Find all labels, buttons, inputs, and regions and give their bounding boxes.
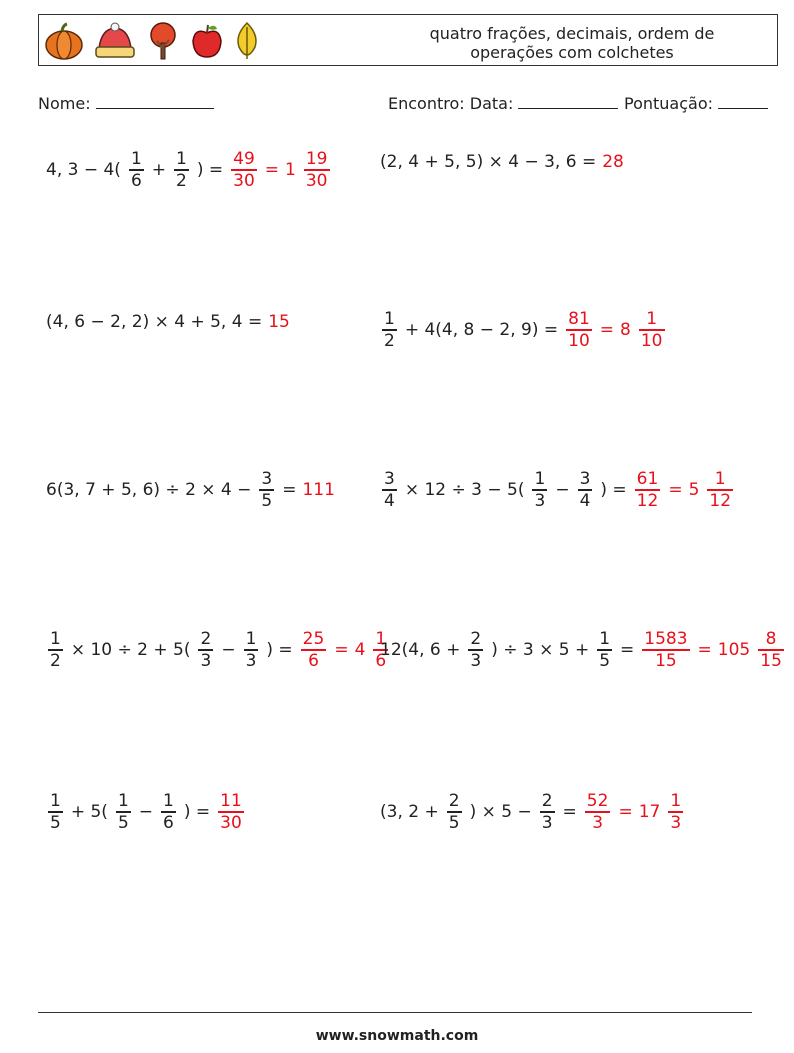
numerator: 49 [233, 149, 255, 170]
expression-text: (3, 2 + [380, 802, 439, 822]
denominator: 30 [220, 812, 242, 833]
denominator: 3 [670, 812, 682, 833]
answer-text: = [697, 640, 712, 660]
fraction [198, 629, 213, 671]
problem-4 [380, 300, 667, 360]
expression-text: + 4(4, 8 − 2, 9) = [404, 320, 559, 340]
pumpkin-icon [43, 21, 85, 61]
expression-text: = [620, 640, 635, 660]
denominator: 12 [636, 490, 659, 511]
denominator: 4 [579, 490, 591, 511]
answer-fraction [585, 791, 611, 833]
answer-fraction [642, 629, 689, 671]
fraction [468, 629, 483, 671]
answer-text: 1 [285, 160, 296, 180]
score-field [624, 94, 768, 113]
title-line-2: operações com colchetes [470, 43, 674, 62]
expression-text: = [562, 802, 577, 822]
numerator: 11 [220, 791, 242, 812]
problem-6 [380, 460, 735, 520]
denominator: 2 [176, 170, 187, 191]
answer-text: 4 [354, 640, 366, 660]
expression-text: (2, 4 + 5, 5) × 4 − 3, 6 = [380, 152, 597, 172]
numerator: 1 [117, 791, 129, 812]
denominator: 15 [760, 650, 782, 671]
answer-text: 28 [602, 152, 624, 172]
score-label: Pontuação: [624, 94, 714, 113]
expression-text: − [138, 802, 154, 822]
autumn-tree-icon [145, 21, 181, 61]
name-field [38, 94, 214, 113]
expression-text: ) ÷ 3 × 5 + [491, 640, 590, 660]
numerator: 1 [50, 791, 61, 812]
fraction [447, 791, 462, 833]
expression-text: 4, 3 − 4( [46, 160, 121, 180]
fraction [161, 791, 176, 833]
denominator: 3 [200, 650, 212, 671]
denominator: 6 [130, 170, 142, 191]
fraction [259, 469, 274, 511]
name-label: Nome: [38, 94, 91, 113]
expression-text: 12(4, 6 + [380, 640, 461, 660]
expression-text: ) = [266, 640, 293, 660]
denominator: 30 [233, 170, 255, 191]
problem-10 [380, 782, 685, 842]
denominator: 6 [163, 812, 174, 833]
denominator: 3 [470, 650, 482, 671]
fraction [174, 149, 189, 191]
name-blank [96, 94, 214, 109]
denominator: 3 [534, 490, 546, 511]
expression-text: 6(3, 7 + 5, 6) ÷ 2 × 4 − [46, 480, 252, 500]
numerator: 19 [305, 149, 328, 170]
fraction [382, 469, 397, 511]
answer-text: = [618, 802, 633, 822]
fraction [578, 469, 593, 511]
numerator: 1 [646, 309, 658, 330]
answer-fraction [639, 309, 665, 351]
denominator: 5 [117, 812, 129, 833]
denominator: 6 [375, 650, 387, 671]
fraction [532, 469, 547, 511]
denominator: 5 [261, 490, 273, 511]
numerator: 3 [261, 469, 273, 490]
denominator: 6 [308, 650, 319, 671]
expression-text: = [282, 480, 297, 500]
answer-fraction [668, 791, 683, 833]
numerator: 25 [302, 629, 325, 650]
fraction [48, 791, 63, 833]
numerator: 1 [50, 629, 61, 650]
numerator: 1583 [644, 629, 688, 650]
fraction [382, 309, 397, 351]
expression-text: − [221, 640, 236, 660]
numerator: 2 [200, 629, 212, 650]
fraction [129, 149, 144, 191]
numerator: 1 [714, 469, 726, 490]
numerator: 3 [384, 469, 395, 490]
expression-text: × 10 ÷ 2 + 5( [70, 640, 191, 660]
expression-text: ) × 5 − [469, 802, 532, 822]
meeting-date-field [388, 94, 618, 113]
numerator: 2 [541, 791, 553, 812]
answer-fraction [566, 309, 592, 351]
yellow-leaf-icon [233, 21, 261, 61]
problem-5 [46, 460, 335, 520]
problem-2 [380, 132, 624, 192]
denominator: 10 [568, 330, 590, 351]
denominator: 15 [655, 650, 677, 671]
denominator: 3 [592, 812, 604, 833]
answer-text: = [599, 320, 615, 340]
title-line-1: quatro frações, decimais, ordem de [429, 24, 715, 43]
answer-fraction [635, 469, 661, 511]
problem-8 [380, 620, 786, 680]
expression-text: − [555, 480, 570, 500]
fraction [48, 629, 63, 671]
denominator: 5 [50, 812, 61, 833]
numerator: 52 [586, 791, 609, 812]
expression-text: ) = [183, 802, 211, 822]
numerator: 1 [375, 629, 387, 650]
answer-fraction [758, 629, 784, 671]
denominator: 4 [384, 490, 395, 511]
numerator: 3 [579, 469, 591, 490]
worksheet-header [38, 14, 778, 66]
worksheet-title [407, 24, 737, 62]
answer-text: 105 [717, 640, 751, 660]
denominator: 2 [50, 650, 61, 671]
winter-hat-icon [93, 21, 137, 61]
score-blank [718, 94, 768, 109]
expression-text: ) = [196, 160, 224, 180]
numerator: 1 [130, 149, 142, 170]
numerator: 61 [636, 469, 659, 490]
answer-text: = [668, 480, 683, 500]
numerator: 1 [384, 309, 395, 330]
problem-7 [46, 620, 390, 680]
answer-fraction [301, 629, 327, 671]
answer-fraction [304, 149, 330, 191]
fraction [597, 629, 612, 671]
expression-text: + [151, 160, 167, 180]
answer-fraction [231, 149, 257, 191]
answer-text: = [334, 640, 349, 660]
numerator: 2 [470, 629, 482, 650]
expression-text: ) = [600, 480, 627, 500]
answer-text: 15 [268, 312, 290, 332]
numerator: 1 [176, 149, 187, 170]
expression-text: + 5( [70, 802, 108, 822]
answer-text: 5 [688, 480, 700, 500]
header-icons [43, 19, 261, 63]
problem-9 [46, 782, 246, 842]
denominator: 12 [709, 490, 732, 511]
fraction [116, 791, 131, 833]
expression-text: × 12 ÷ 3 − 5( [404, 480, 525, 500]
date-blank [518, 94, 618, 109]
numerator: 1 [670, 791, 682, 812]
numerator: 8 [765, 629, 777, 650]
denominator: 3 [541, 812, 553, 833]
answer-text: 111 [302, 480, 335, 500]
numerator: 1 [163, 791, 174, 812]
problem-3 [46, 292, 290, 352]
answer-fraction [218, 791, 244, 833]
numerator: 1 [245, 629, 257, 650]
answer-text: 17 [638, 802, 661, 822]
numerator: 1 [599, 629, 611, 650]
footer-url: www.snowmath.com [315, 1028, 479, 1044]
numerator: 1 [534, 469, 546, 490]
answer-text: 8 [620, 320, 631, 340]
answer-fraction [707, 469, 733, 511]
meeting-date-label: Encontro: Data: [388, 94, 514, 113]
numerator: 2 [448, 791, 460, 812]
denominator: 3 [245, 650, 257, 671]
denominator: 30 [305, 170, 328, 191]
denominator: 2 [384, 330, 395, 351]
denominator: 5 [599, 650, 611, 671]
expression-text: (4, 6 − 2, 2) × 4 + 5, 4 = [46, 312, 263, 332]
fraction [244, 629, 259, 671]
footer-divider [38, 1012, 752, 1013]
apple-icon [189, 21, 225, 61]
numerator: 81 [568, 309, 590, 330]
denominator: 5 [448, 812, 460, 833]
problem-1 [46, 140, 332, 200]
answer-text: = [264, 160, 280, 180]
fraction [540, 791, 555, 833]
denominator: 10 [640, 330, 663, 351]
